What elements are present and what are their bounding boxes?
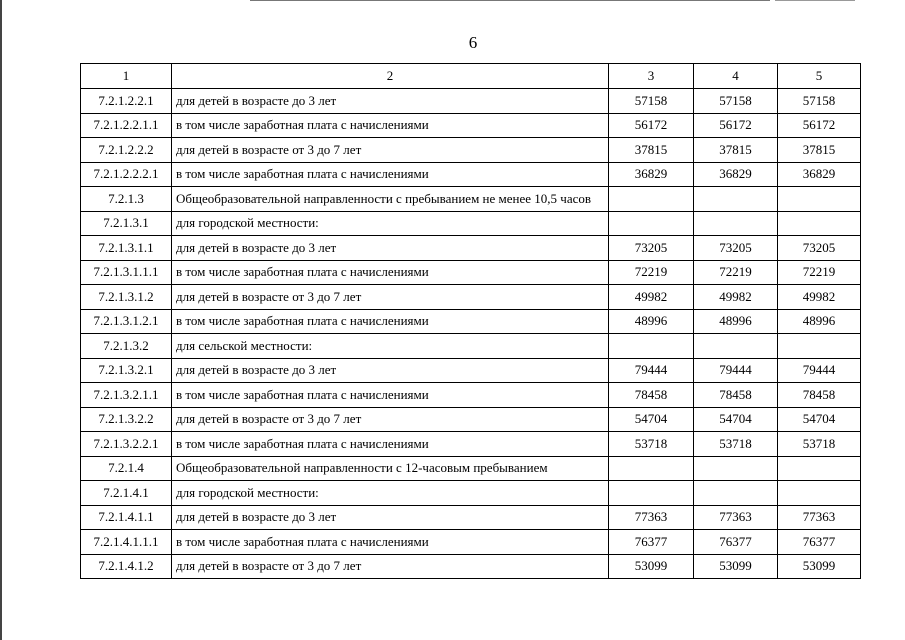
- table-row: [81, 236, 861, 261]
- description-cell: Общеобразовательной направленности с 12-часовым пребыванием: [172, 456, 609, 481]
- value-cell-col4: 53099: [694, 554, 778, 579]
- value-cell-col5: 37815: [778, 138, 861, 163]
- value-cell-col4: [694, 481, 778, 506]
- value-cell-col3: 53099: [609, 554, 694, 579]
- header-cell: 5: [778, 64, 861, 89]
- value-cell-col5: 72219: [778, 260, 861, 285]
- value-cell-col3: 54704: [609, 407, 694, 432]
- value-cell-col5: [778, 187, 861, 212]
- value-cell-col4: [694, 187, 778, 212]
- value-cell-col5: 73205: [778, 236, 861, 261]
- value-cell-col4: 49982: [694, 285, 778, 310]
- value-cell-col4: 78458: [694, 383, 778, 408]
- value-cell-col5: 54704: [778, 407, 861, 432]
- value-cell-col4: 53718: [694, 432, 778, 457]
- table-row: [81, 162, 861, 187]
- table-row: [81, 113, 861, 138]
- description-cell: для городской местности:: [172, 481, 609, 506]
- code-cell: 7.2.1.2.2.1.1: [81, 113, 172, 138]
- description-cell: для детей в возрасте от 3 до 7 лет: [172, 407, 609, 432]
- table-row: [81, 530, 861, 555]
- value-cell-col4: 56172: [694, 113, 778, 138]
- value-cell-col4: 54704: [694, 407, 778, 432]
- code-cell: 7.2.1.4: [81, 456, 172, 481]
- value-cell-col3: 49982: [609, 285, 694, 310]
- description-cell: в том числе заработная плата с начислениями: [172, 162, 609, 187]
- value-cell-col3: 36829: [609, 162, 694, 187]
- description-cell: для детей в возрасте от 3 до 7 лет: [172, 138, 609, 163]
- value-cell-col5: 79444: [778, 358, 861, 383]
- value-cell-col5: [778, 211, 861, 236]
- code-cell: 7.2.1.4.1.2: [81, 554, 172, 579]
- code-cell: 7.2.1.3.2.1: [81, 358, 172, 383]
- value-cell-col3: 73205: [609, 236, 694, 261]
- code-cell: 7.2.1.3.1.1.1: [81, 260, 172, 285]
- description-cell: для детей в возрасте до 3 лет: [172, 236, 609, 261]
- description-cell: для детей в возрасте до 3 лет: [172, 89, 609, 114]
- value-cell-col4: 72219: [694, 260, 778, 285]
- code-cell: 7.2.1.4.1.1.1: [81, 530, 172, 555]
- table-row: [81, 358, 861, 383]
- value-cell-col5: [778, 456, 861, 481]
- data-table: [80, 63, 861, 579]
- code-cell: 7.2.1.3: [81, 187, 172, 212]
- value-cell-col3: [609, 481, 694, 506]
- value-cell-col3: 79444: [609, 358, 694, 383]
- value-cell-col3: 78458: [609, 383, 694, 408]
- code-cell: 7.2.1.3.1.2: [81, 285, 172, 310]
- value-cell-col3: 57158: [609, 89, 694, 114]
- description-cell: в том числе заработная плата с начислениями: [172, 113, 609, 138]
- value-cell-col3: 72219: [609, 260, 694, 285]
- value-cell-col4: 48996: [694, 309, 778, 334]
- value-cell-col4: 37815: [694, 138, 778, 163]
- description-cell: для городской местности:: [172, 211, 609, 236]
- table-row: [81, 505, 861, 530]
- code-cell: 7.2.1.3.1.2.1: [81, 309, 172, 334]
- value-cell-col5: 53099: [778, 554, 861, 579]
- description-cell: для детей в возрасте от 3 до 7 лет: [172, 285, 609, 310]
- value-cell-col3: 37815: [609, 138, 694, 163]
- code-cell: 7.2.1.2.2.1: [81, 89, 172, 114]
- table-row: [81, 309, 861, 334]
- table-row: [81, 432, 861, 457]
- table-header-row: [81, 64, 861, 89]
- value-cell-col3: 56172: [609, 113, 694, 138]
- value-cell-col3: [609, 211, 694, 236]
- value-cell-col5: 49982: [778, 285, 861, 310]
- value-cell-col5: 48996: [778, 309, 861, 334]
- value-cell-col5: 77363: [778, 505, 861, 530]
- code-cell: 7.2.1.3.2.2: [81, 407, 172, 432]
- description-cell: для детей в возрасте от 3 до 7 лет: [172, 554, 609, 579]
- table-row: [81, 334, 861, 359]
- value-cell-col4: [694, 211, 778, 236]
- value-cell-col4: 57158: [694, 89, 778, 114]
- description-cell: в том числе заработная плата с начислениями: [172, 530, 609, 555]
- description-cell: в том числе заработная плата с начислениями: [172, 432, 609, 457]
- value-cell-col3: [609, 334, 694, 359]
- value-cell-col4: 77363: [694, 505, 778, 530]
- value-cell-col5: 53718: [778, 432, 861, 457]
- description-cell: для детей в возрасте до 3 лет: [172, 505, 609, 530]
- code-cell: 7.2.1.3.1: [81, 211, 172, 236]
- value-cell-col5: 56172: [778, 113, 861, 138]
- value-cell-col5: [778, 481, 861, 506]
- table-row: [81, 383, 861, 408]
- description-cell: для детей в возрасте до 3 лет: [172, 358, 609, 383]
- table-row: [81, 407, 861, 432]
- value-cell-col5: 36829: [778, 162, 861, 187]
- table-row: [81, 554, 861, 579]
- code-cell: 7.2.1.4.1.1: [81, 505, 172, 530]
- scan-border-left: [0, 0, 2, 640]
- description-cell: для сельской местности:: [172, 334, 609, 359]
- table-row: [81, 187, 861, 212]
- value-cell-col5: 78458: [778, 383, 861, 408]
- code-cell: 7.2.1.3.1.1: [81, 236, 172, 261]
- code-cell: 7.2.1.2.2.2.1: [81, 162, 172, 187]
- scan-border-top: [250, 0, 770, 1]
- value-cell-col5: 76377: [778, 530, 861, 555]
- value-cell-col5: [778, 334, 861, 359]
- table-row: [81, 481, 861, 506]
- description-cell: Общеобразовательной направленности с пребыванием не менее 10,5 часов: [172, 187, 609, 212]
- description-cell: в том числе заработная плата с начислениями: [172, 260, 609, 285]
- header-cell: 1: [81, 64, 172, 89]
- code-cell: 7.2.1.2.2.2: [81, 138, 172, 163]
- code-cell: 7.2.1.3.2.1.1: [81, 383, 172, 408]
- description-cell: в том числе заработная плата с начислениями: [172, 383, 609, 408]
- value-cell-col3: 76377: [609, 530, 694, 555]
- table-row: [81, 260, 861, 285]
- description-cell: в том числе заработная плата с начислениями: [172, 309, 609, 334]
- header-cell: 3: [609, 64, 694, 89]
- value-cell-col3: 48996: [609, 309, 694, 334]
- table-row: [81, 285, 861, 310]
- value-cell-col4: 36829: [694, 162, 778, 187]
- header-cell: 4: [694, 64, 778, 89]
- table-row: [81, 89, 861, 114]
- value-cell-col3: 77363: [609, 505, 694, 530]
- value-cell-col3: [609, 187, 694, 212]
- value-cell-col4: [694, 456, 778, 481]
- page-number: 6: [468, 33, 478, 52]
- table-row: [81, 211, 861, 236]
- code-cell: 7.2.1.3.2.2.1: [81, 432, 172, 457]
- scan-border-top-right: [775, 0, 855, 1]
- table-row: [81, 456, 861, 481]
- value-cell-col3: 53718: [609, 432, 694, 457]
- value-cell-col5: 57158: [778, 89, 861, 114]
- value-cell-col4: 76377: [694, 530, 778, 555]
- table-row: [81, 138, 861, 163]
- header-cell: 2: [172, 64, 609, 89]
- value-cell-col4: 73205: [694, 236, 778, 261]
- value-cell-col4: [694, 334, 778, 359]
- code-cell: 7.2.1.4.1: [81, 481, 172, 506]
- value-cell-col3: [609, 456, 694, 481]
- code-cell: 7.2.1.3.2: [81, 334, 172, 359]
- value-cell-col4: 79444: [694, 358, 778, 383]
